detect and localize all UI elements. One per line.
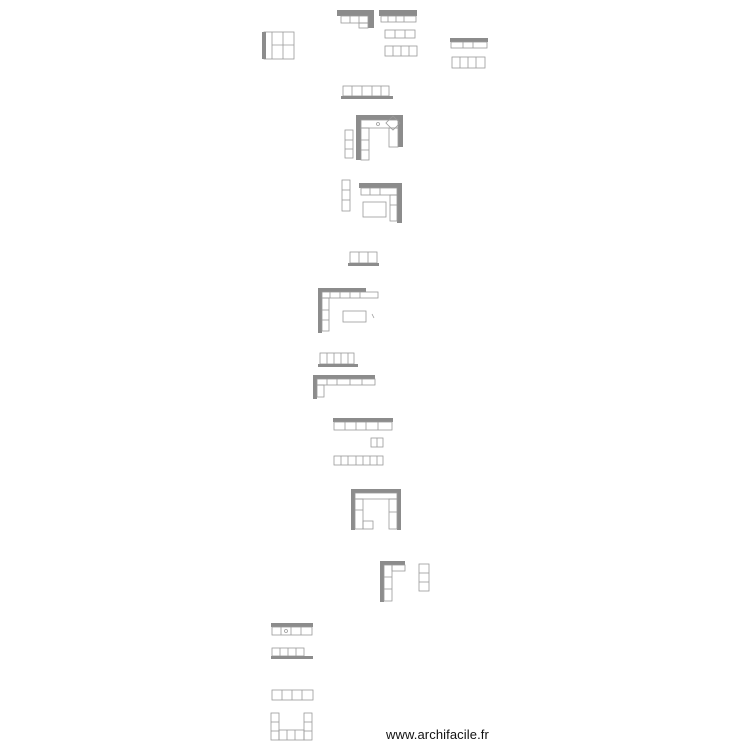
- layout-l-shape-corner: [345, 115, 403, 160]
- layout-bottom-run-2: [271, 648, 313, 659]
- layout-straight-run-3: [333, 418, 393, 465]
- layout-l-shape-tall-units: [380, 561, 429, 602]
- watermark-text: www.archifacile.fr: [386, 727, 489, 742]
- layout-l-shape-island: [342, 180, 402, 223]
- layout-right-appliance-run: [450, 38, 488, 68]
- layout-top-straight-kitchen: [379, 10, 417, 56]
- layout-bottom-run-3: [272, 690, 313, 700]
- layout-u-shape-kitchen: [351, 489, 401, 530]
- layout-l-shape-small: [313, 375, 375, 399]
- layout-top-l-kitchen: [337, 10, 374, 28]
- layout-bottom-run-1: [271, 623, 313, 635]
- layout-straight-run-2: [318, 353, 358, 367]
- layout-left-cabinet-block: [262, 32, 294, 59]
- layout-short-straight: [348, 252, 379, 266]
- layout-straight-run-1: [341, 86, 393, 99]
- layout-l-island-large: [318, 288, 378, 333]
- layout-bottom-u-shape: [271, 713, 312, 740]
